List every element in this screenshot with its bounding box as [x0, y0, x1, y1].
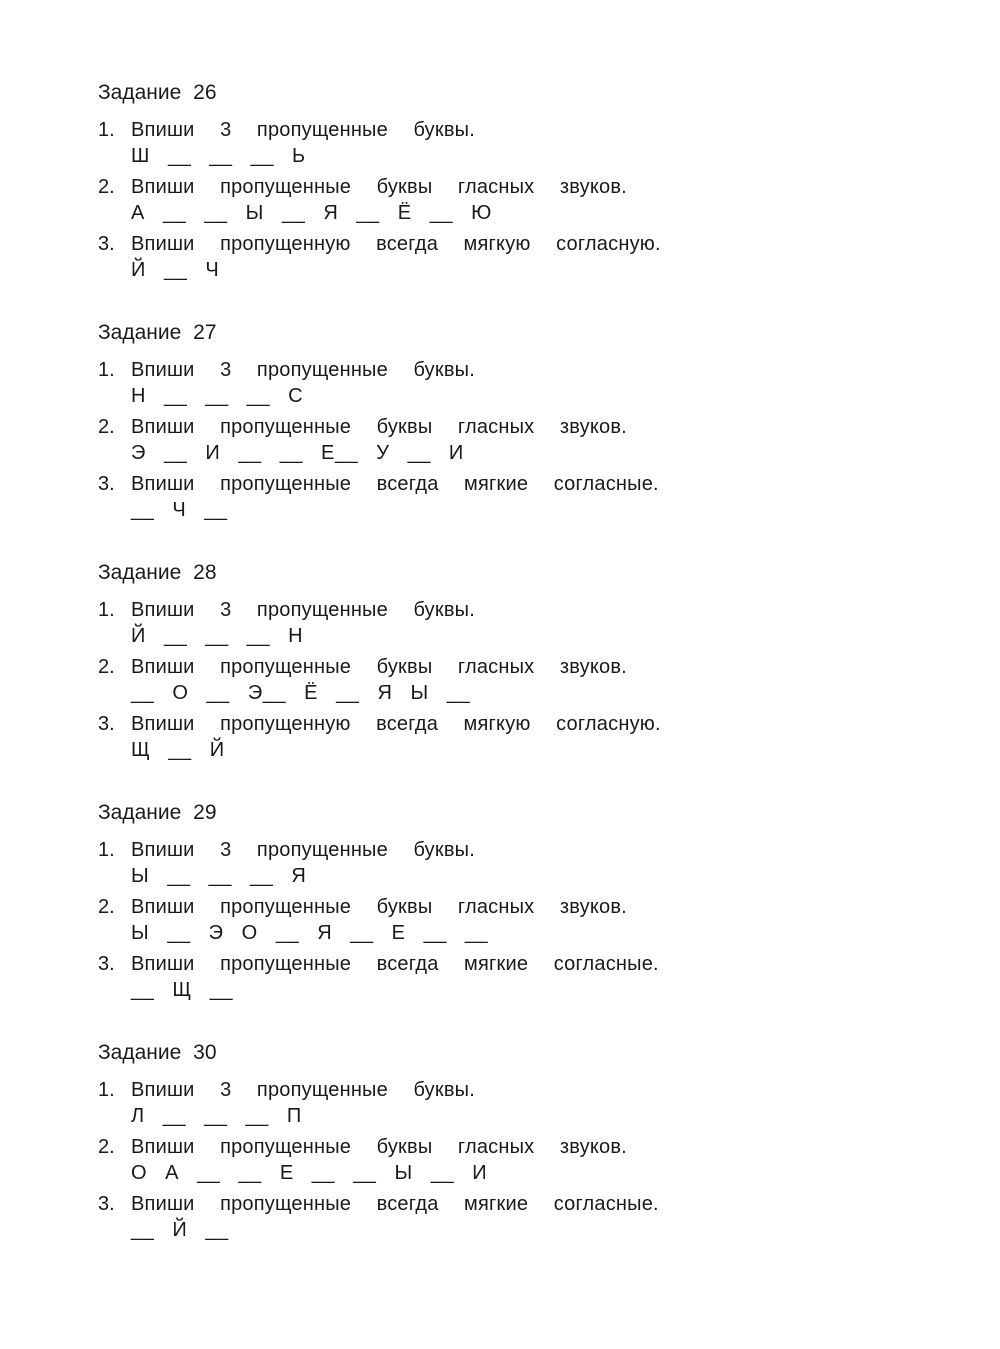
task-26 [98, 78, 898, 318]
task-28 [98, 558, 898, 798]
task-item [98, 654, 898, 706]
item-number: 2. [98, 416, 115, 438]
item-number: 1. [98, 599, 115, 621]
item-number: 3. [98, 713, 115, 735]
task-29 [98, 798, 898, 1038]
task-item [98, 174, 898, 226]
task-title: Задание 28 [98, 561, 217, 584]
task-item [98, 1134, 898, 1186]
task-title: Задание 29 [98, 801, 217, 824]
item-instruction: Впиши пропущенные буквы гласных звуков. [131, 1136, 627, 1158]
item-instruction: Впиши 3 пропущенные буквы. [131, 1079, 475, 1101]
task-30 [98, 1038, 898, 1278]
item-letter-sequence[interactable]: __ О __ Э__ Ё __ Я Ы __ [131, 682, 471, 704]
item-instruction: Впиши пропущенные буквы гласных звуков. [131, 176, 627, 198]
item-number: 2. [98, 896, 115, 918]
item-letter-sequence[interactable]: Ы __ __ __ Я [131, 865, 307, 887]
item-instruction: Впиши 3 пропущенные буквы. [131, 359, 475, 381]
task-item [98, 837, 898, 889]
item-instruction: Впиши пропущенную всегда мягкую согласную. [131, 233, 661, 255]
task-item [98, 711, 898, 763]
item-letter-sequence[interactable]: Ш __ __ __ Ь [131, 145, 306, 167]
item-number: 1. [98, 839, 115, 861]
item-number: 2. [98, 656, 115, 678]
task-item [98, 894, 898, 946]
item-instruction: Впиши пропущенные всегда мягкие согласные. [131, 953, 659, 975]
item-number: 3. [98, 953, 115, 975]
item-instruction: Впиши 3 пропущенные буквы. [131, 119, 475, 141]
item-letter-sequence[interactable]: __ Щ __ [131, 979, 233, 1001]
item-letter-sequence[interactable]: Э __ И __ __ Е__ У __ И [131, 442, 464, 464]
item-instruction: Впиши пропущенные всегда мягкие согласные. [131, 473, 659, 495]
task-item [98, 357, 898, 409]
item-letter-sequence[interactable]: Й __ __ __ Н [131, 625, 304, 647]
task-item [98, 1077, 898, 1129]
item-letter-sequence[interactable]: Ы __ Э О __ Я __ Е __ __ [131, 922, 489, 944]
item-instruction: Впиши пропущенные буквы гласных звуков. [131, 896, 627, 918]
item-number: 3. [98, 233, 115, 255]
item-instruction: Впиши пропущенные всегда мягкие согласные. [131, 1193, 659, 1215]
task-item [98, 414, 898, 466]
task-item [98, 951, 898, 1003]
task-item [98, 471, 898, 523]
item-number: 3. [98, 473, 115, 495]
item-letter-sequence[interactable]: __ Ч __ [131, 499, 228, 521]
task-title: Задание 30 [98, 1041, 217, 1064]
task-27 [98, 318, 898, 558]
item-letter-sequence[interactable]: Й __ Ч [131, 259, 220, 281]
task-title: Задание 26 [98, 81, 217, 104]
task-item [98, 117, 898, 169]
task-item [98, 231, 898, 283]
item-number: 1. [98, 1079, 115, 1101]
item-instruction: Впиши пропущенные буквы гласных звуков. [131, 416, 627, 438]
task-title: Задание 27 [98, 321, 217, 344]
item-number: 1. [98, 359, 115, 381]
item-letter-sequence[interactable]: Щ __ Й [131, 739, 225, 761]
task-item [98, 1191, 898, 1243]
item-letter-sequence[interactable]: А __ __ Ы __ Я __ Ё __ Ю [131, 202, 492, 224]
item-letter-sequence[interactable]: Л __ __ __ П [131, 1105, 302, 1127]
item-letter-sequence[interactable]: О А __ __ Е __ __ Ы __ И [131, 1162, 488, 1184]
task-item [98, 597, 898, 649]
item-number: 1. [98, 119, 115, 141]
item-number: 2. [98, 176, 115, 198]
item-letter-sequence[interactable]: Н __ __ __ С [131, 385, 304, 407]
item-number: 3. [98, 1193, 115, 1215]
item-letter-sequence[interactable]: __ Й __ [131, 1219, 229, 1241]
item-instruction: Впиши пропущенные буквы гласных звуков. [131, 656, 627, 678]
item-instruction: Впиши 3 пропущенные буквы. [131, 599, 475, 621]
item-instruction: Впиши 3 пропущенные буквы. [131, 839, 475, 861]
item-number: 2. [98, 1136, 115, 1158]
item-instruction: Впиши пропущенную всегда мягкую согласную. [131, 713, 661, 735]
worksheet-page [98, 78, 898, 1278]
